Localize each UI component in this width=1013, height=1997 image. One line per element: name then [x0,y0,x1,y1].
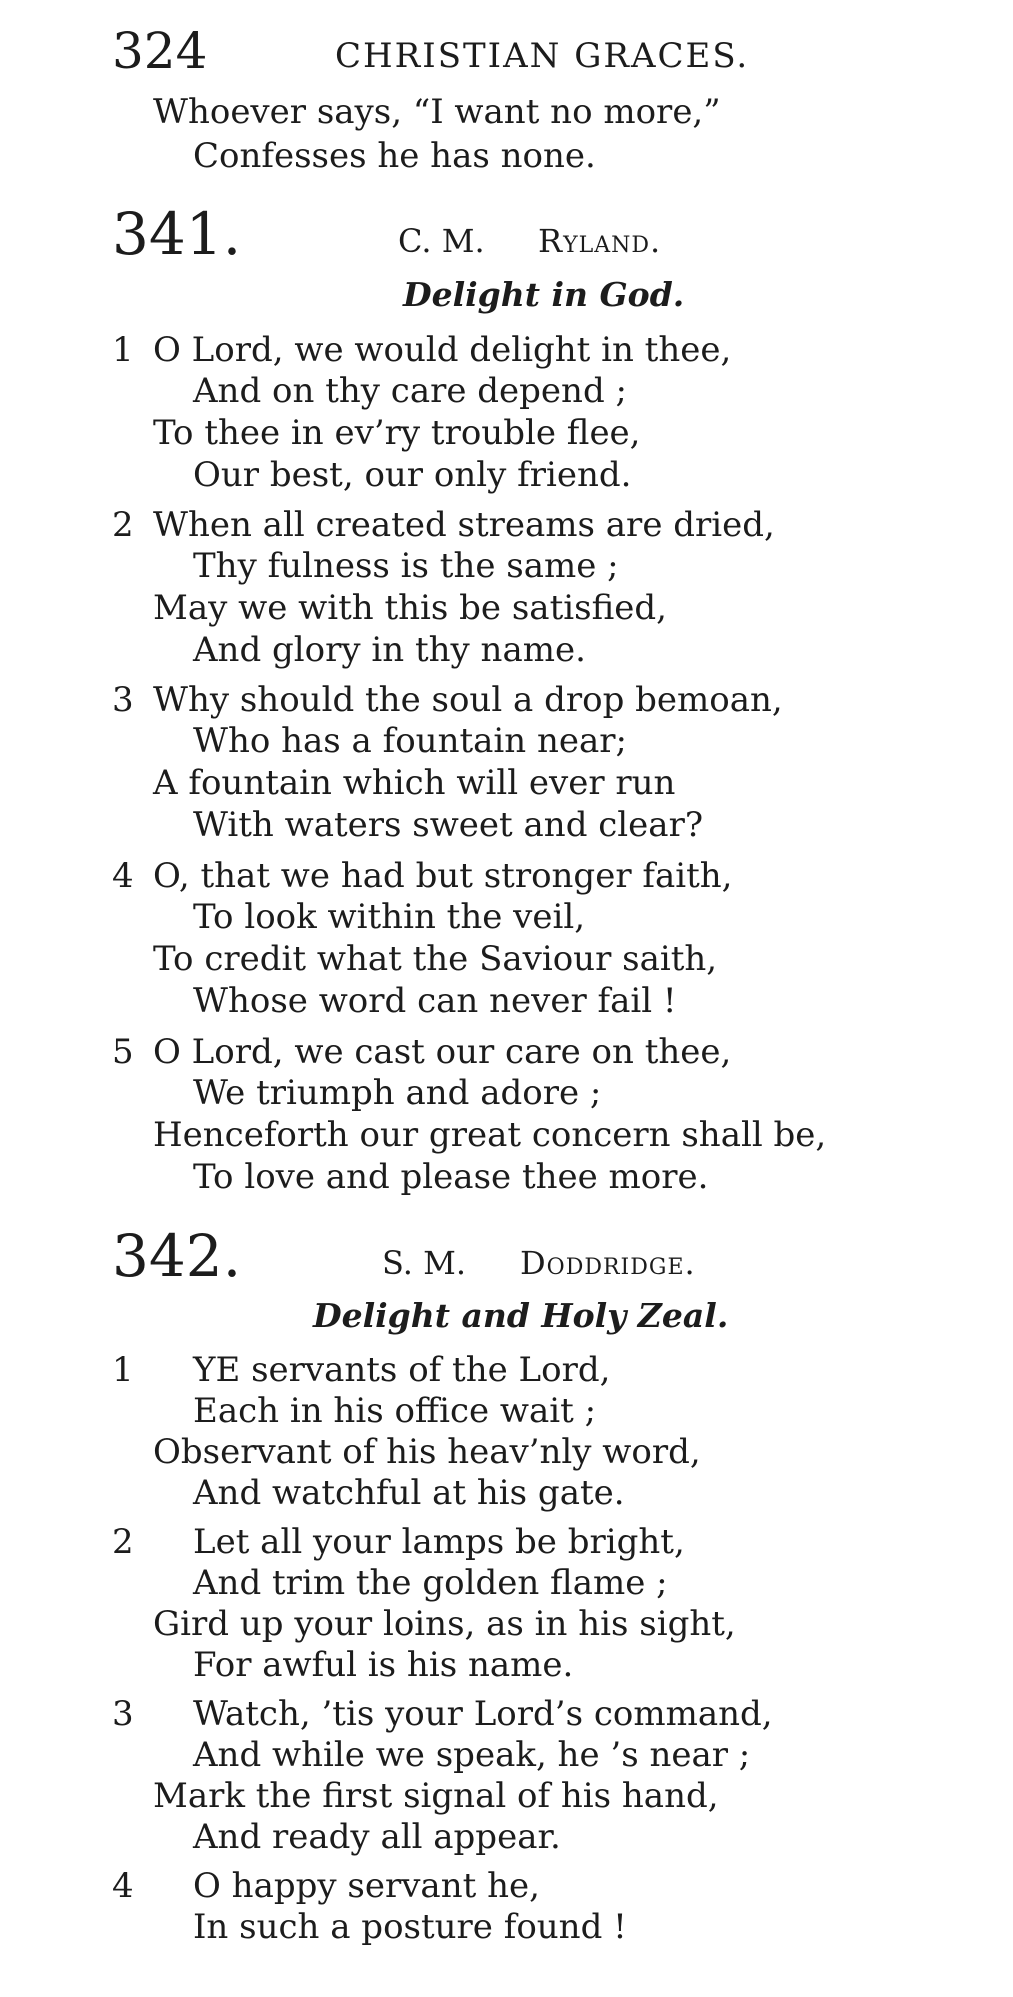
carryover-line: Confesses he has none. [193,136,596,176]
verse-line: Observant of his heav’nly word, [153,1432,701,1472]
verse-line: When all created streams are dried, [153,505,775,545]
verse-line: In such a posture found ! [193,1907,627,1947]
verse-line: YE servants of the Lord, [193,1350,611,1390]
carryover-line: Whoever says, “I want no more,” [153,92,721,132]
verse-line: And ready all appear. [193,1817,561,1857]
verse-line: And trim the golden flame ; [193,1563,668,1603]
verse-line: May we with this be satisfied, [153,588,667,628]
hymn-author: Ryland. [538,222,662,260]
hymn-theme: Delight in God. [403,275,685,314]
verse-line: And glory in thy name. [193,630,586,670]
verse-line: Gird up your loins, as in his sight, [153,1604,736,1644]
verse-line: To look within the veil, [193,897,586,937]
hymn-number: 341. [112,200,242,268]
verse-line: Henceforth our great concern shall be, [153,1115,827,1155]
verse-number: 2 [112,505,134,545]
hymn-theme: Delight and Holy Zeal. [313,1296,729,1335]
verse-line: To love and please thee more. [193,1157,709,1197]
page-number: 324 [112,22,208,80]
verse-line: O happy servant he, [193,1866,540,1906]
hymn-meter: S. M. [382,1244,467,1282]
verse-number: 3 [112,1694,134,1734]
verse-line: To credit what the Saviour saith, [153,939,718,979]
verse-line: With waters sweet and clear? [193,805,704,845]
verse-line: O Lord, we cast our care on thee, [153,1032,732,1072]
verse-line: Mark the first signal of his hand, [153,1776,719,1816]
verse-line: Our best, our only friend. [193,455,632,495]
verse-line: O Lord, we would delight in thee, [153,330,732,370]
verse-line: Thy fulness is the same ; [193,546,619,586]
verse-line: Who has a fountain near; [193,721,627,761]
verse-number: 3 [112,680,134,720]
verse-number: 1 [112,330,134,370]
hymn-author: Doddridge. [520,1244,696,1282]
verse-line: For awful is his name. [193,1645,574,1685]
verse-line: We triumph and adore ; [193,1073,602,1113]
verse-line: Let all your lamps be bright, [193,1522,685,1562]
verse-line: A fountain which will ever run [153,763,676,803]
verse-line: Whose word can never fail ! [193,981,677,1021]
verse-number: 2 [112,1522,134,1562]
hymn-meter: C. M. [398,222,485,260]
verse-number: 4 [112,1866,134,1906]
verse-line: And watchful at his gate. [193,1473,625,1513]
verse-line: To thee in ev’ry trouble flee, [153,413,641,453]
verse-line: And on thy care depend ; [193,371,627,411]
hymn-number: 342. [112,1222,242,1290]
verse-line: Each in his office wait ; [193,1391,597,1431]
verse-number: 4 [112,856,134,896]
running-title: CHRISTIAN GRACES. [335,36,750,76]
verse-line: And while we speak, he ’s near ; [193,1735,751,1775]
verse-line: O, that we had but stronger faith, [153,856,733,896]
verse-number: 5 [112,1032,134,1072]
verse-line: Why should the soul a drop bemoan, [153,680,783,720]
verse-line: Watch, ’tis your Lord’s command, [193,1694,773,1734]
verse-number: 1 [112,1350,134,1390]
